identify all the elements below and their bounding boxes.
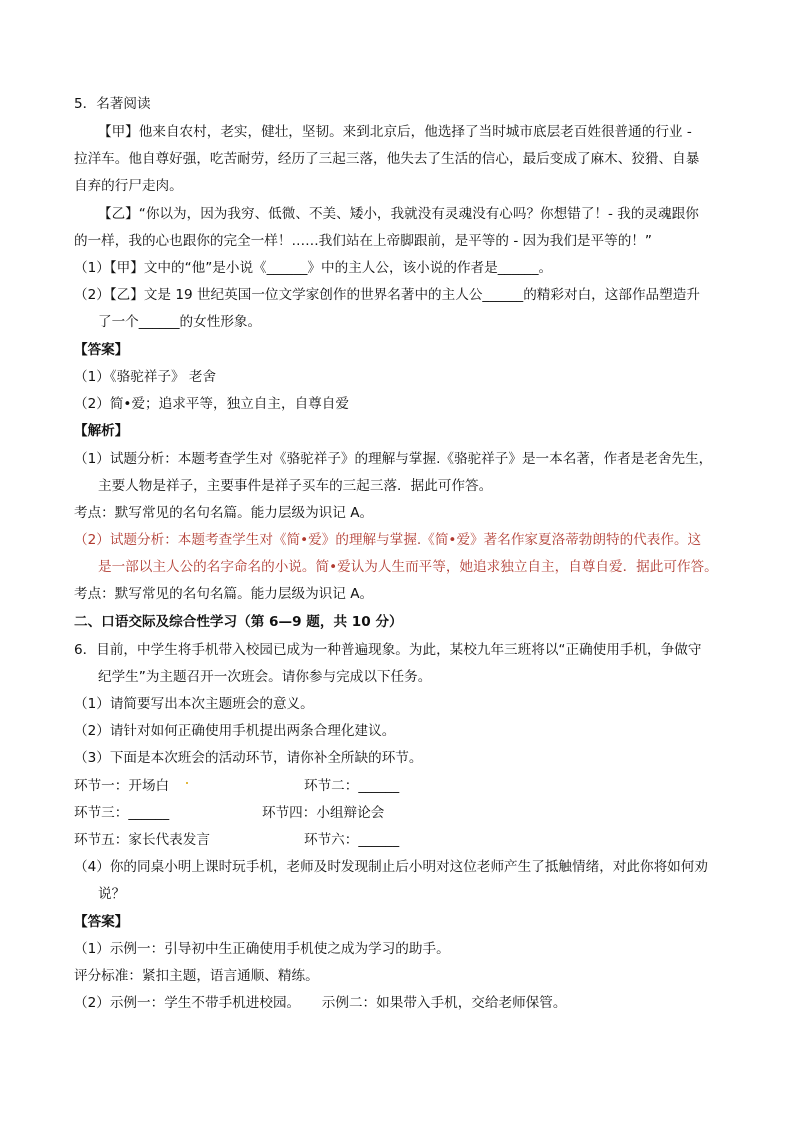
passage-jia-line-1: 【甲】他来自农村，老实，健壮，坚韧。来到北京后，他选择了当时城市底层老百姓很普通的行业 - [98, 124, 692, 140]
stray-dot-mark [186, 782, 188, 784]
activity-step-5: 环节五：家长代表发言 [74, 832, 210, 848]
q6-subquestion-1: （1）请简要写出本次主题班会的意义。 [74, 696, 314, 712]
q5-answer-1: （1）《骆驼祥子》 老舍 [74, 369, 217, 385]
q5-analysis-1-line-1: （1）试题分析：本题考查学生对《骆驼祥子》的理解与掌握.《骆驼祥子》是一本名著，作者是老舍先生， [74, 451, 713, 467]
q5-test-point-1: 考点：默写常见的名句名篇。能力层级为识记 A。 [74, 505, 374, 521]
q6-subquestion-4-line-2: 说？ [98, 886, 126, 902]
q5-subquestion-2-line-1: （2）【乙】文是 19 世纪英国一位文学家创作的世界名著中的主人公______的精彩对白，这部作品塑造升 [74, 287, 700, 303]
q5-analysis-1-line-2: 主要人物是祥子，主要事件是祥子买车的三起三落．据此可作答。 [98, 478, 493, 494]
q5-analysis-2-line-2: 是一部以主人公的名字命名的小说。简•爱认为人生而平等，她追求独立自主，自尊自爱．据此可作答。 [98, 559, 718, 575]
q5-answer-2: （2）简•爱；追求平等，独立自主，自尊自爱 [74, 396, 349, 412]
passage-jia-line-3: 自弃的行尸走肉。 [74, 178, 183, 194]
activity-step-2: 环节二：______ [304, 778, 400, 794]
q6-scoring-standard: 评分标准：紧扣主题，语言通顺、精练。 [74, 968, 319, 984]
q5-analysis-2-line-1: （2）试题分析：本题考查学生对《简•爱》的理解与掌握.《简•爱》著名作家夏洛蒂勃朗特的代表作。这 [74, 532, 702, 548]
question-6-intro-line-2: 纪学生”为主题召开一次班会。请你参与完成以下任务。 [98, 669, 432, 685]
activity-step-1: 环节一：开场白 [74, 778, 170, 794]
question-6-intro-line-1: 6．目前，中学生将手机带入校园已成为一种普遍现象。为此，某校九年三班将以“正确使用手机，争做守 [74, 642, 702, 658]
q5-analysis-label: 【解析】 [74, 423, 129, 439]
activity-step-4: 环节四：小组辩论会 [262, 805, 385, 821]
passage-yi-line-1: 【乙】“你以为，因为我穷、低微、不美、矮小，我就没有灵魂没有心吗？你想错了！- 我的灵魂跟你 [98, 206, 699, 222]
q6-answer-label: 【答案】 [74, 914, 129, 930]
section-2-heading: 二、口语交际及综合性学习（第 6—9 题，共 10 分） [74, 614, 403, 630]
question-5-title: 5．名著阅读 [74, 96, 151, 112]
q6-answer-2: （2）示例一：学生不带手机进校园。 示例二：如果带入手机，交给老师保管。 [74, 995, 567, 1011]
q5-answer-label: 【答案】 [74, 342, 129, 358]
activity-step-3: 环节三：______ [74, 805, 170, 821]
q6-answer-1: （1）示例一：引导初中生正确使用手机使之成为学习的助手。 [74, 941, 450, 957]
activity-step-6: 环节六：______ [304, 832, 400, 848]
passage-jia-line-2: 拉洋车。他自尊好强，吃苦耐劳，经历了三起三落，他失去了生活的信心，最后变成了麻木、狡猾、自暴 [74, 151, 700, 167]
q6-subquestion-2: （2）请针对如何正确使用手机提出两条合理化建议。 [74, 723, 396, 739]
q6-subquestion-4-line-1: （4）你的同桌小明上课时玩手机，老师及时发现制止后小明对这位老师产生了抵触情绪，对此你将如何劝 [74, 859, 708, 875]
passage-yi-line-2: 的一样，我的心也跟你的完全一样！……我们站在上帝脚跟前，是平等的 - 因为我们是平等的！” [74, 233, 652, 249]
q5-subquestion-1: （1）【甲】文中的“他”是小说《______》中的主人公，该小说的作者是______。 [74, 260, 553, 276]
q5-test-point-2: 考点：默写常见的名句名篇。能力层级为识记 A。 [74, 586, 374, 602]
q5-subquestion-2-line-2: 了一个______的女性形象。 [98, 314, 262, 330]
q6-subquestion-3: （3）下面是本次班会的活动环节，请你补全所缺的环节。 [74, 750, 423, 766]
